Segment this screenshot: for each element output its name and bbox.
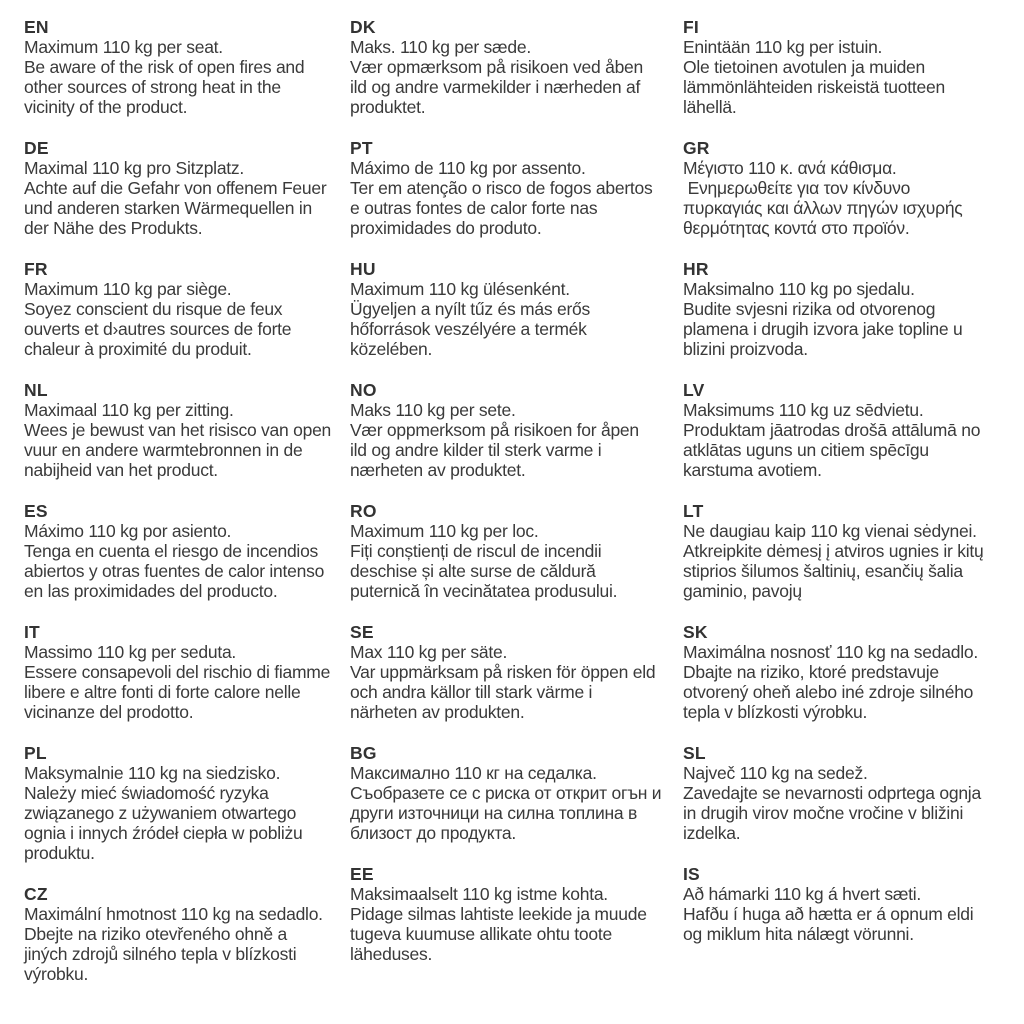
text-line: atklātas uguns un citiem spēcīgu bbox=[683, 440, 929, 460]
text-line: og miklum hita nálægt vörunni. bbox=[683, 924, 914, 944]
language-code: BG bbox=[350, 743, 377, 763]
text-line: Hafðu í huga að hætta er á opnum eldi bbox=[683, 904, 974, 924]
text-line: Wees je bewust van het risisco van open bbox=[24, 420, 332, 440]
text-line: proximidades do produto. bbox=[350, 218, 542, 238]
language-block-nl bbox=[24, 380, 350, 480]
language-code: HR bbox=[683, 259, 709, 279]
language-block-fr bbox=[24, 259, 350, 359]
text-line: nærheten av produktet. bbox=[350, 460, 526, 480]
text-line: Ne daugiau kaip 110 kg vienai sėdynei. bbox=[683, 521, 977, 541]
text-line: Zavedajte se nevarnosti odprtega ognja bbox=[683, 783, 981, 803]
language-block-fi bbox=[683, 17, 1014, 117]
language-block-pt bbox=[350, 138, 683, 238]
language-code: ES bbox=[24, 501, 48, 521]
text-line: Ter em atenção o risco de fogos abertos bbox=[350, 178, 653, 198]
text-line: nabijheid van het product. bbox=[24, 460, 218, 480]
text-line: Massimo 110 kg per seduta. bbox=[24, 642, 237, 662]
text-line: Essere consapevoli del rischio di fiamme bbox=[24, 662, 331, 682]
text-line: Maximum 110 kg per loc. bbox=[350, 521, 539, 541]
text-line: ouverts et d›autres sources de forte bbox=[24, 319, 292, 339]
language-block-lv bbox=[683, 380, 1014, 480]
text-line: in drugih virov močne vročine v bližini bbox=[683, 803, 964, 823]
text-line: Maks 110 kg per sete. bbox=[350, 400, 516, 420]
text-line: Dbejte na riziko otevřeného ohně a bbox=[24, 924, 287, 944]
text-line: tepla v blízkosti výrobku. bbox=[683, 702, 868, 722]
text-line: výrobku. bbox=[24, 964, 89, 984]
text-line: ognia i innych źródeł ciepła w pobliżu bbox=[24, 823, 303, 843]
text-line: Maks. 110 kg per sæde. bbox=[350, 37, 531, 57]
text-line: läheduses. bbox=[350, 944, 433, 964]
text-line: lähellä. bbox=[683, 97, 737, 117]
text-line: близост до продукта. bbox=[350, 823, 517, 843]
text-line: Produktam jāatrodas drošā attālumā no bbox=[683, 420, 981, 440]
language-code: SL bbox=[683, 743, 706, 763]
text-line: otvorený oheň alebo iné zdroje silného bbox=[683, 682, 974, 702]
text-line: Maximum 110 kg ülésenként. bbox=[350, 279, 570, 299]
text-line: der Nähe des Produkts. bbox=[24, 218, 203, 238]
text-line: Максимално 110 кг на седалка. bbox=[350, 763, 597, 783]
text-line: Ügyeljen a nyílt tűz és más erős bbox=[350, 299, 591, 319]
text-line: produktu. bbox=[24, 843, 95, 863]
language-code: EE bbox=[350, 864, 374, 884]
text-line: vicinity of the product. bbox=[24, 97, 188, 117]
text-line: vuur en andere warmtebronnen in de bbox=[24, 440, 303, 460]
text-line: Max 110 kg per säte. bbox=[350, 642, 508, 662]
column-3 bbox=[683, 17, 1014, 965]
text-line: Μέγιστο 110 κ. ανά κάθισμα. bbox=[683, 158, 897, 178]
columns-container bbox=[24, 17, 1014, 1005]
language-code: PL bbox=[24, 743, 47, 763]
language-block-es bbox=[24, 501, 350, 601]
text-line: Maximal 110 kg pro Sitzplatz. bbox=[24, 158, 245, 178]
text-line: Največ 110 kg na sedež. bbox=[683, 763, 868, 783]
text-line: hőforrások veszélyére a termék bbox=[350, 319, 587, 339]
language-code: FR bbox=[24, 259, 48, 279]
language-code: IS bbox=[683, 864, 700, 884]
text-line: chaleur à proximité du produit. bbox=[24, 339, 252, 359]
text-line: blizini proizvoda. bbox=[683, 339, 808, 359]
language-block-bg bbox=[350, 743, 683, 843]
text-line: Budite svjesni rizika od otvorenog bbox=[683, 299, 936, 319]
text-line: Maximální hmotnost 110 kg na sedadlo. bbox=[24, 904, 323, 924]
language-block-is bbox=[683, 864, 1014, 944]
text-line: Be aware of the risk of open fires and bbox=[24, 57, 305, 77]
language-code: NO bbox=[350, 380, 377, 400]
text-line: gaminio, pavojų bbox=[683, 581, 802, 601]
text-line: Pidage silmas lahtiste leekide ja muude bbox=[350, 904, 647, 924]
text-line: plamena i drugih izvora jake topline u bbox=[683, 319, 963, 339]
text-line: tugeva kuumuse allikate ohtu toote bbox=[350, 924, 612, 944]
language-code: CZ bbox=[24, 884, 48, 904]
text-line: Maksimums 110 kg uz sēdvietu. bbox=[683, 400, 924, 420]
text-line: Maksimaalselt 110 kg istme kohta. bbox=[350, 884, 608, 904]
text-line: Fiți conștienți de riscul de incendii bbox=[350, 541, 602, 561]
language-block-de bbox=[24, 138, 350, 238]
text-line: och andra källor till stark värme i bbox=[350, 682, 593, 702]
text-line: other sources of strong heat in the bbox=[24, 77, 281, 97]
text-line: e outras fontes de calor forte nas bbox=[350, 198, 598, 218]
language-block-hr bbox=[683, 259, 1014, 359]
text-line: stiprios šilumos šaltinių, esančių šalia bbox=[683, 561, 963, 581]
language-block-pl bbox=[24, 743, 350, 863]
text-line: związanego z używaniem otwartego bbox=[24, 803, 297, 823]
text-line: Maksimalno 110 kg po sjedalu. bbox=[683, 279, 915, 299]
text-line: abiertos y otras fuentes de calor intenso bbox=[24, 561, 325, 581]
language-block-it bbox=[24, 622, 350, 722]
text-line: Maximum 110 kg per seat. bbox=[24, 37, 223, 57]
language-block-se bbox=[350, 622, 683, 722]
column-1 bbox=[24, 17, 350, 1005]
language-block-hu bbox=[350, 259, 683, 359]
language-block-en bbox=[24, 17, 350, 117]
text-line: Maximálna nosnosť 110 kg na sedadlo. bbox=[683, 642, 978, 662]
text-line: θερμότητας κοντά στο προϊόν. bbox=[683, 218, 910, 238]
text-line: Съобразете се с риска от открит огън и bbox=[350, 783, 662, 803]
text-line: Maximum 110 kg par siège. bbox=[24, 279, 232, 299]
text-line: Maksymalnie 110 kg na siedzisko. bbox=[24, 763, 281, 783]
language-code: DE bbox=[24, 138, 49, 158]
text-line: Ole tietoinen avotulen ja muiden bbox=[683, 57, 926, 77]
text-line: Dbajte na riziko, ktoré predstavuje bbox=[683, 662, 939, 682]
text-line: ild og andre varmekilder i nærheden af bbox=[350, 77, 641, 97]
language-code: EN bbox=[24, 17, 49, 37]
language-code: LV bbox=[683, 380, 705, 400]
text-line: Soyez conscient du risque de feux bbox=[24, 299, 283, 319]
language-code: PT bbox=[350, 138, 373, 158]
text-line: други източници на силна топлина в bbox=[350, 803, 638, 823]
text-line: közelében. bbox=[350, 339, 433, 359]
language-code: SK bbox=[683, 622, 708, 642]
text-line: Atkreipkite dėmesį į atviros ugnies ir kitų bbox=[683, 541, 984, 561]
language-code: GR bbox=[683, 138, 710, 158]
text-line: Máximo de 110 kg por assento. bbox=[350, 158, 586, 178]
language-block-dk bbox=[350, 17, 683, 117]
language-code: IT bbox=[24, 622, 40, 642]
language-code: RO bbox=[350, 501, 377, 521]
text-line: vicinanze del prodotto. bbox=[24, 702, 194, 722]
text-line: Tenga en cuenta el riesgo de incendios bbox=[24, 541, 319, 561]
text-line: Ενημερωθείτε για τον κίνδυνο bbox=[683, 178, 911, 198]
text-line: ild og andre kilder til sterk varme i bbox=[350, 440, 602, 460]
text-line: jiných zdrojů silného tepla v blízkosti bbox=[24, 944, 297, 964]
text-line: und anderen starken Wärmequellen in bbox=[24, 198, 312, 218]
text-line: Należy mieć świadomość ryzyka bbox=[24, 783, 269, 803]
text-line: produktet. bbox=[350, 97, 426, 117]
text-line: Máximo 110 kg por asiento. bbox=[24, 521, 232, 541]
language-block-ro bbox=[350, 501, 683, 601]
language-code: DK bbox=[350, 17, 376, 37]
language-block-sk bbox=[683, 622, 1014, 722]
text-line: Að hámarki 110 kg á hvert sæti. bbox=[683, 884, 922, 904]
language-block-cz bbox=[24, 884, 350, 984]
language-code: SE bbox=[350, 622, 374, 642]
language-code: FI bbox=[683, 17, 699, 37]
language-block-no bbox=[350, 380, 683, 480]
text-line: Vær oppmerksom på risikoen for åpen bbox=[350, 420, 639, 440]
text-line: izdelka. bbox=[683, 823, 741, 843]
text-line: Vær opmærksom på risikoen ved åben bbox=[350, 57, 644, 77]
text-line: en las proximidades del producto. bbox=[24, 581, 278, 601]
text-line: närheten av produkten. bbox=[350, 702, 525, 722]
text-line: πυρκαγιάς και άλλων πηγών ισχυρής bbox=[683, 198, 963, 218]
text-line: lämmönlähteiden riskeistä tuotteen bbox=[683, 77, 945, 97]
text-line: Maximaal 110 kg per zitting. bbox=[24, 400, 234, 420]
language-code: HU bbox=[350, 259, 376, 279]
language-block-lt bbox=[683, 501, 1014, 601]
column-2 bbox=[350, 17, 683, 985]
text-line: Achte auf die Gefahr von offenem Feuer bbox=[24, 178, 327, 198]
text-line: deschise și alte surse de căldură bbox=[350, 561, 596, 581]
language-block-ee bbox=[350, 864, 683, 964]
text-line: karstuma avotiem. bbox=[683, 460, 822, 480]
language-block-sl bbox=[683, 743, 1014, 843]
language-code: NL bbox=[24, 380, 48, 400]
language-code: LT bbox=[683, 501, 704, 521]
language-block-gr bbox=[683, 138, 1014, 238]
text-line: libere e altre fonti di forte calore nelle bbox=[24, 682, 301, 702]
text-line: puternică în vecinătatea produsului. bbox=[350, 581, 618, 601]
text-line: Enintään 110 kg per istuin. bbox=[683, 37, 883, 57]
text-line: Var uppmärksam på risken för öppen eld bbox=[350, 662, 656, 682]
